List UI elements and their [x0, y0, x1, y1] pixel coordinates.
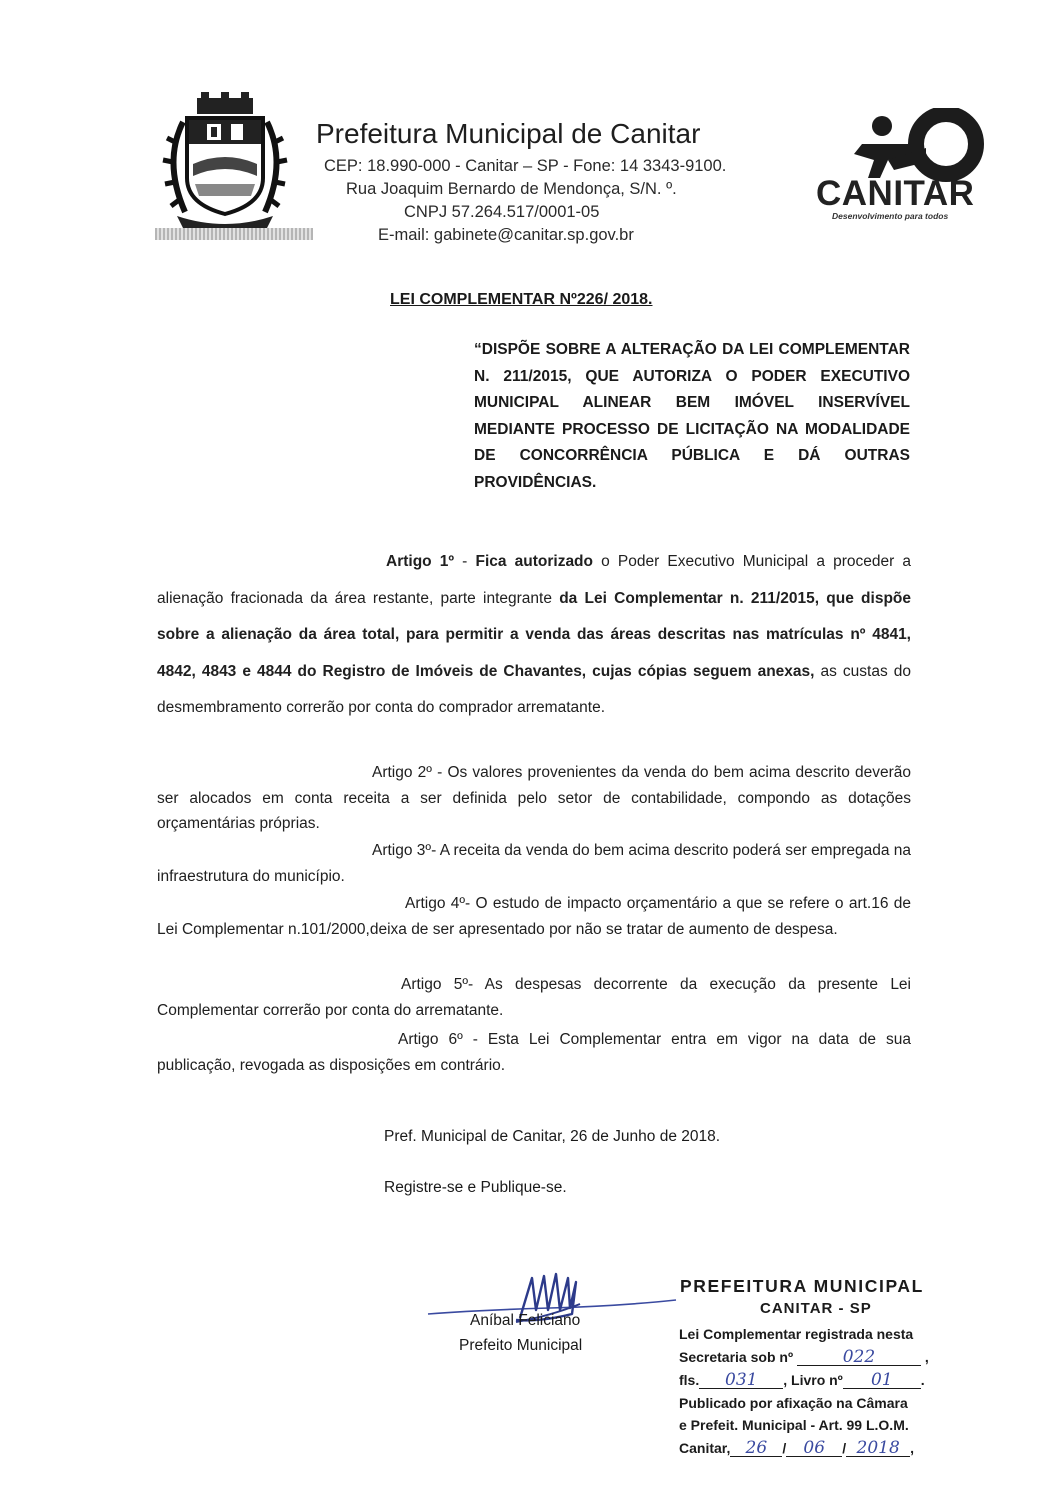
article-3: Artigo 3º- A receita da venda do bem acima descrito poderá ser empregada na infraestrutura do município.	[157, 842, 912, 885]
stamp-livro-label: , Livro nº	[783, 1372, 843, 1388]
crest-banner	[155, 228, 313, 240]
article-1-text-a: o Poder Executivo Municipal a proceder a alienação fracionada da área restante, parte integrante	[157, 553, 912, 607]
stamp-fls-label: fls.	[679, 1372, 700, 1388]
stamp-line-pages: fls. 031 , Livro nº 01 .	[679, 1370, 925, 1390]
stamp-date-year: 2018	[846, 1441, 910, 1457]
stamp-line-date: Canitar, 26 / 06 / 2018 ,	[679, 1438, 915, 1458]
stamp-date-day: 26	[730, 1441, 782, 1457]
article-4: Artigo 4º- O estudo de impacto orçamentário a que se refere o art.16 de Lei Complementar n.101/2000,deixa de ser apresentado por não se tratar de aumento de despesa.	[157, 895, 911, 938]
article-5: Artigo 5º- As despesas decorrente da execução da presente Lei Complementar correrão por conta do arrematante.	[157, 976, 911, 1019]
place-date: Pref. Municipal de Canitar, 26 de Junho de 2018.	[384, 1128, 721, 1145]
article-1-label: Artigo 1º	[386, 553, 455, 570]
letterhead-email: E-mail: gabinete@canitar.sp.gov.br	[378, 226, 634, 244]
logo-tagline: Desenvolvimento para todos	[832, 211, 949, 221]
stamp-date-month: 06	[786, 1441, 842, 1457]
logo-wordmark: CANITAR	[816, 174, 975, 213]
letterhead-address-cep: CEP: 18.990-000 - Canitar – SP - Fone: 14 3343-9100.	[324, 157, 727, 175]
registration-stamp	[676, 1276, 976, 1476]
stamp-line-registered: Lei Complementar registrada nesta	[679, 1326, 914, 1342]
article-2: Artigo 2º - Os valores provenientes da venda do bem acima descrito deverão ser alocados em conta receita a ser definida pelo setor de contabilidade, compondo as dotações orçamentárias próprias.	[157, 764, 911, 832]
stamp-header: PREFEITURA MUNICIPAL	[680, 1276, 924, 1296]
stamp-number-value: 022	[797, 1350, 921, 1366]
article-1-text-b: as custas do desmembramento correrão por conta do comprador arrematante.	[157, 662, 911, 716]
coat-of-arms-icon	[155, 92, 295, 242]
stamp-subheader: CANITAR - SP	[760, 1300, 872, 1317]
stamp-line-number: Secretaria sob nº 022 ,	[679, 1347, 929, 1367]
letterhead-address-street: Rua Joaquim Bernardo de Mendonça, S/N. º.	[346, 180, 677, 198]
article-1-separator: -	[454, 553, 476, 570]
article-1-bold-body: da Lei Complementar n. 211/2015, que dispõe sobre a alienação da área total, para permitir a venda das áreas descritas nas matrículas nº 4841, 4842, 4843 e 4844 do Registro de Imóveis de Chavantes, cujas cópias seguem anexas,	[157, 589, 911, 680]
signatory-name: Aníbal Feliciano	[470, 1312, 581, 1329]
article-1-bold-lead: Fica autorizado	[475, 553, 593, 570]
stamp-line-published: Publicado por afixação na Câmara	[679, 1395, 908, 1411]
letterhead-title: Prefeitura Municipal de Canitar	[316, 118, 701, 149]
register-publish: Registre-se e Publique-se.	[384, 1179, 567, 1196]
article-6: Artigo 6º - Esta Lei Complementar entra em vigor na data de sua publicação, revogada as disposições em contrário.	[157, 1031, 911, 1074]
signatory-role: Prefeito Municipal	[459, 1337, 583, 1354]
law-title: LEI COMPLEMENTAR Nº226/ 2018.	[390, 291, 653, 308]
letterhead-cnpj: CNPJ 57.264.517/0001-05	[404, 203, 600, 221]
article-1	[157, 544, 911, 727]
stamp-fls-value: 031	[699, 1373, 783, 1389]
stamp-livro-value: 01	[843, 1373, 921, 1389]
law-summary: “DISPÕE SOBRE A ALTERAÇÃO DA LEI COMPLEMENTAR N. 211/2015, QUE AUTORIZA O PODER EXECUTIVO MUNICIPAL ALINEAR BEM IMÓVEL INSERVÍVEL MEDIANTE PROCESSO DE LICITAÇÃO NA MODALIDADE DE CONCORRÊNCIA PÚBLICA E DÁ OUTRAS PROVIDÊNCIAS.	[474, 341, 910, 491]
stamp-line-article: e Prefeit. Municipal - Art. 99 L.O.M.	[679, 1417, 909, 1433]
stamp-date-label: Canitar,	[679, 1440, 731, 1456]
stamp-number-label: Secretaria sob nº	[679, 1349, 794, 1365]
